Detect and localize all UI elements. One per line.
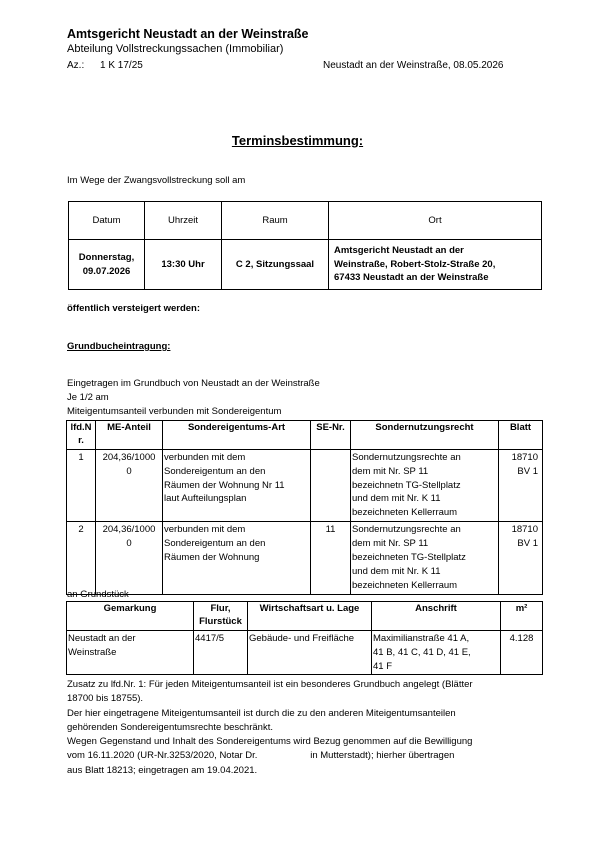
table-row — [67, 630, 543, 675]
termin-ort-line: 67433 Neustadt an der Weinstraße — [334, 272, 489, 284]
notes-block — [67, 678, 473, 778]
header-flur-part: Flur, — [210, 603, 231, 614]
row-nr: 1 — [67, 449, 96, 522]
row-snr-line: und dem mit Nr. K 11 — [352, 566, 441, 578]
note-line: Wegen Gegenstand und Inhalt des Sondereigentums wird Bezug genommen auf die Bewilligung — [67, 736, 473, 748]
termin-ort-line: Weinstraße, Robert-Stolz-Straße 20, — [334, 258, 496, 270]
table-row — [67, 449, 543, 522]
row-snr-line: bezeichnetn TG-Stellplatz — [352, 479, 461, 491]
termin-header-raum: Raum — [222, 202, 329, 240]
header-flur-part: Flurstück — [199, 615, 242, 627]
row-blatt-part: BV 1 — [517, 538, 538, 550]
row-blatt — [499, 449, 543, 522]
note-line: aus Blatt 18213; eingetragen am 19.04.2021. — [67, 764, 258, 776]
row-art-line: Sondereigentum an den — [164, 538, 266, 550]
row-se-nr: 11 — [311, 522, 351, 595]
termin-datum-weekday: Donnerstag, — [78, 251, 135, 263]
row-snr-line: Sondernutzungsrechte an — [352, 524, 461, 536]
grundbuch-heading: Grundbucheintragung: — [67, 341, 171, 352]
header-gemarkung: Gemarkung — [67, 602, 194, 631]
an-grundstueck-label: an Grundstück — [67, 589, 129, 600]
header-me-anteil: ME-Anteil — [96, 421, 163, 450]
row-me-part: 204,36/1000 — [102, 451, 156, 463]
court-name: Amtsgericht Neustadt an der Weinstraße — [67, 27, 309, 41]
row-art-line: Räumen der Wohnung — [164, 552, 260, 564]
termin-header-uhrzeit: Uhrzeit — [145, 202, 222, 240]
header-flur — [194, 602, 248, 631]
intro-text: Im Wege der Zwangsvollstreckung soll am — [67, 175, 246, 186]
header-wirtschaftsart: Wirtschaftsart u. Lage — [248, 602, 372, 631]
grundstueck-table — [66, 601, 543, 675]
header-sondernutzung: Sondernutzungsrecht — [351, 421, 499, 450]
row-anschrift-line: Maximilianstraße 41 A, — [373, 632, 470, 644]
row-anschrift-line: 41 F — [373, 660, 393, 672]
row-nr: 2 — [67, 522, 96, 595]
row-sondernutzung — [351, 449, 499, 522]
row-me-anteil — [96, 449, 163, 522]
header-anschrift: Anschrift — [372, 602, 501, 631]
file-number: 1 K 17/25 — [100, 60, 143, 71]
place-date: Neustadt an der Weinstraße, 08.05.2026 — [323, 60, 504, 71]
termin-header-ort: Ort — [329, 202, 542, 240]
row-gemarkung — [67, 630, 194, 675]
header-lfdnr-part: r. — [78, 434, 84, 446]
row-me-part: 0 — [126, 538, 132, 550]
grundbuch-line: Eingetragen im Grundbuch von Neustadt an der Weinstraße — [67, 378, 320, 389]
row-gemarkung-line: Weinstraße — [68, 646, 117, 658]
grundbuch-line: Miteigentumsanteil verbunden mit Sondereigentum — [67, 406, 282, 417]
row-art-line: Sondereigentum an den — [164, 465, 266, 477]
row-blatt-part: 18710 — [511, 524, 538, 536]
row-blatt-part: BV 1 — [517, 465, 538, 477]
row-gemarkung-line: Neustadt an der — [68, 632, 136, 644]
row-art-line: verbunden mit dem — [164, 524, 246, 536]
row-sondereigentum — [163, 522, 311, 595]
grundbuch-line: Je 1/2 am — [67, 392, 109, 403]
header-blatt: Blatt — [499, 421, 543, 450]
row-art-line: laut Aufteilungsplan — [164, 493, 247, 505]
row-blatt-part: 18710 — [511, 451, 538, 463]
grundstueck-header-row — [67, 602, 543, 631]
row-snr-line: dem mit Nr. SP 11 — [352, 538, 429, 550]
header-se-nr: SE-Nr. — [311, 421, 351, 450]
header-qm: m² — [501, 602, 543, 631]
termin-row — [69, 240, 542, 290]
termin-uhrzeit: 13:30 Uhr — [145, 240, 222, 290]
table-row — [67, 522, 543, 595]
note-line: Zusatz zu lfd.Nr. 1: Für jeden Miteigentumsanteil ist ein besonderes Grundbuch angelegt (Blätter — [67, 679, 473, 690]
document-title: Terminsbestimmung: — [231, 133, 364, 148]
row-se-nr — [311, 449, 351, 522]
row-snr-line: dem mit Nr. SP 11 — [352, 465, 429, 477]
termin-table — [68, 201, 542, 290]
row-me-part: 0 — [126, 465, 132, 477]
termin-header-row — [69, 202, 542, 240]
property-table — [66, 420, 543, 595]
termin-header-datum: Datum — [69, 202, 145, 240]
note-line: 18700 bis 18755). — [67, 693, 144, 705]
row-art-line: Räumen der Wohnung Nr 11 — [164, 479, 285, 491]
row-anschrift — [372, 630, 501, 675]
row-sondereigentum — [163, 449, 311, 522]
termin-datum-date: 09.07.2026 — [82, 265, 131, 277]
termin-ort — [329, 240, 542, 290]
note-line: Der hier eingetragene Miteigentumsanteil ist durch die zu den anderen Miteigentumsanteilen — [67, 707, 456, 719]
auction-statement: öffentlich versteigert werden: — [67, 303, 201, 314]
property-header-row — [67, 421, 543, 450]
termin-raum: C 2, Sitzungssaal — [222, 240, 329, 290]
row-art-line: verbunden mit dem — [164, 451, 246, 463]
department-name: Abteilung Vollstreckungssachen (Immobiliar) — [67, 43, 284, 55]
header-lfdnr — [67, 421, 96, 450]
note-line: gehörenden Sondereigentumsrechte beschränkt. — [67, 721, 273, 733]
row-snr-line: bezeichneten Kellerraum — [352, 580, 458, 592]
row-snr-line: und dem mit Nr. K 11 — [352, 493, 441, 505]
header-lfdnr-part: lfd.N — [70, 422, 92, 433]
row-snr-line: Sondernutzungsrechte an — [352, 451, 461, 463]
file-number-label: Az.: — [67, 60, 85, 71]
row-anschrift-line: 41 B, 41 C, 41 D, 41 E, — [373, 646, 471, 658]
row-blatt — [499, 522, 543, 595]
termin-ort-line: Amtsgericht Neustadt an der — [334, 245, 464, 257]
row-me-anteil — [96, 522, 163, 595]
row-snr-line: bezeichneten Kellerraum — [352, 507, 458, 519]
row-wirtschaftsart: Gebäude- und Freifläche — [248, 630, 372, 675]
note-line: vom 16.11.2020 (UR-Nr.3253/2020, Notar Dr. in Mutterstadt); hierher übertragen — [67, 750, 455, 762]
row-flur: 4417/5 — [194, 630, 248, 675]
header-sondereigentum: Sondereigentums-Art — [163, 421, 311, 450]
row-me-part: 204,36/1000 — [102, 524, 156, 536]
row-sondernutzung — [351, 522, 499, 595]
termin-datum — [69, 240, 145, 290]
row-qm: 4.128 — [501, 630, 543, 675]
row-snr-line: bezeichneten TG-Stellplatz — [352, 552, 466, 564]
